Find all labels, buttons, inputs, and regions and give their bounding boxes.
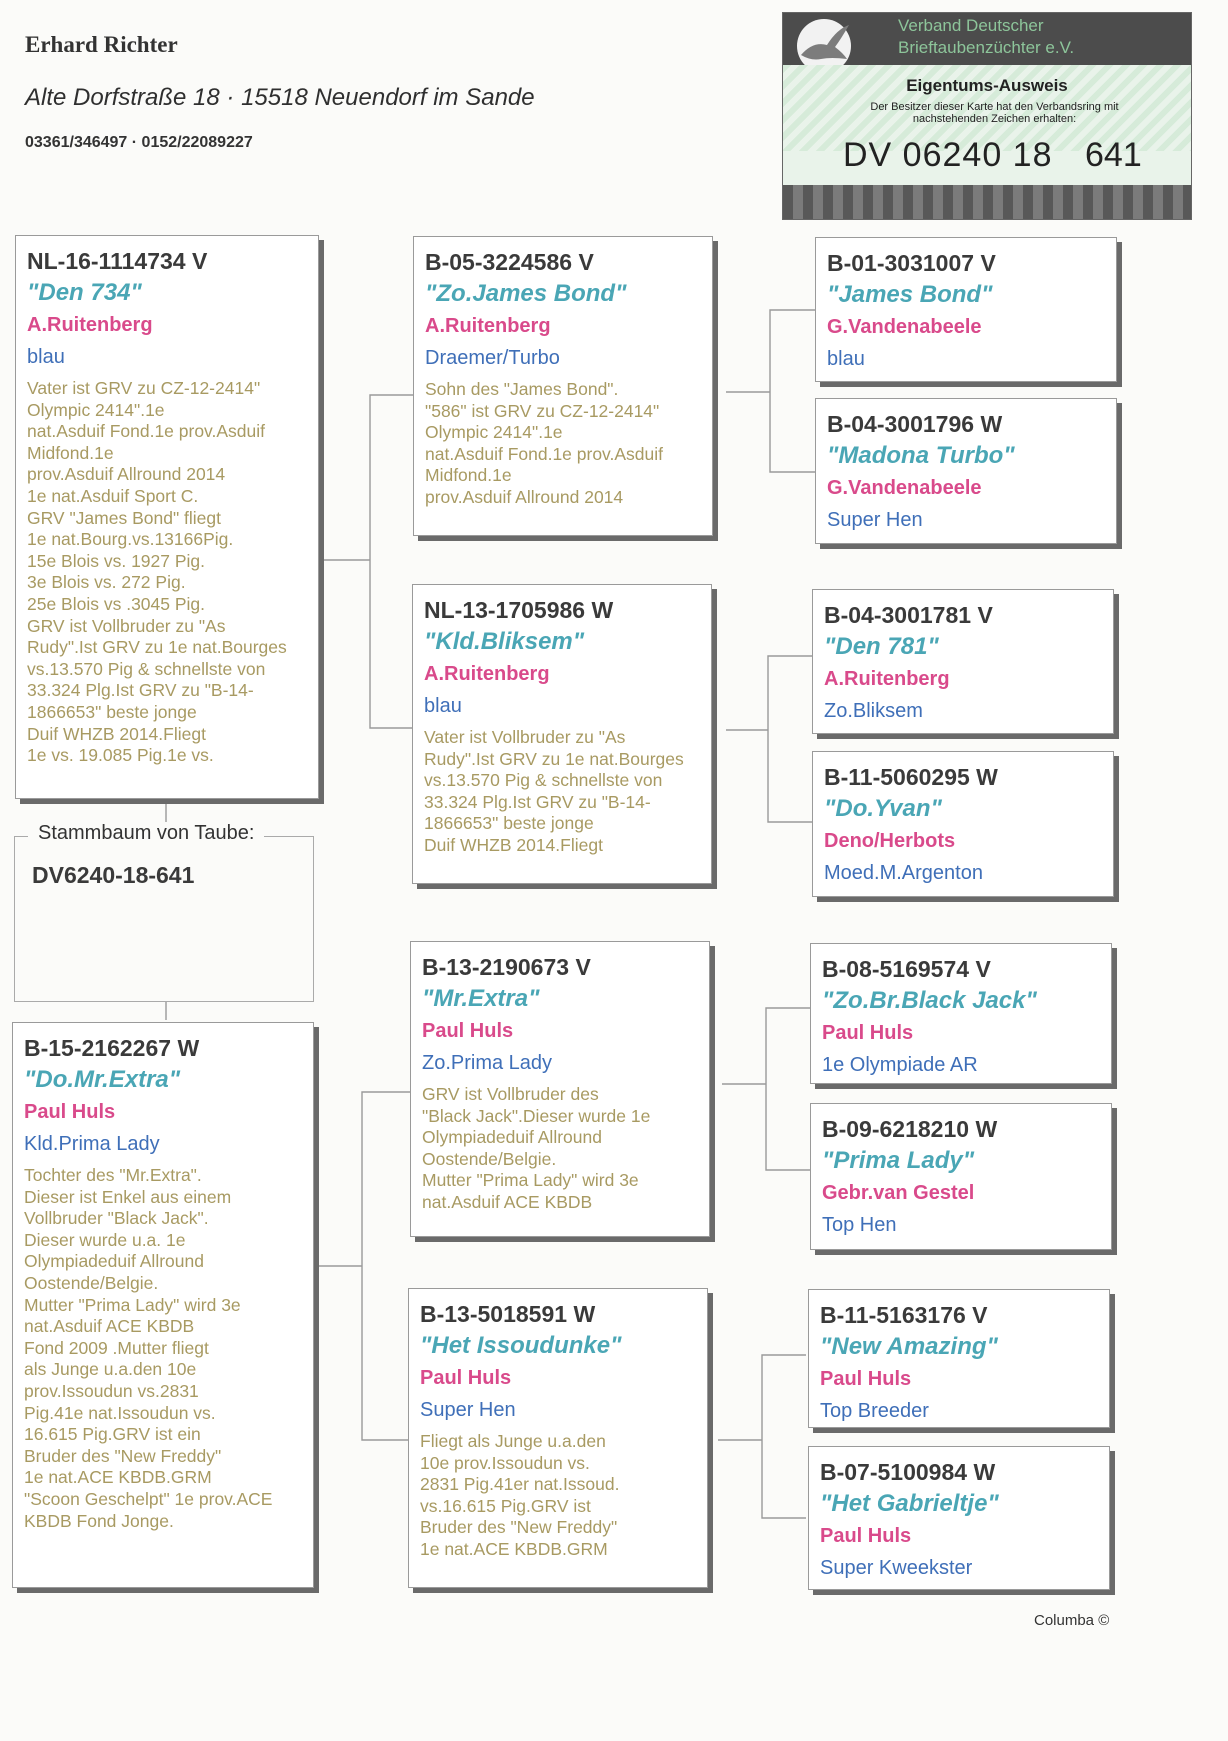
card-org-line2: Brieftaubenzüchter e.V. xyxy=(898,38,1075,57)
copyright: Columba © xyxy=(1034,1612,1110,1629)
gp3-connector xyxy=(722,1008,810,1170)
stammbaum-ring: DV6240-18-641 xyxy=(32,862,195,888)
grandparent-notes: Fliegt als Junge u.a.den 10e prov.Issoudun vs. 2831 Pig.41er nat.Issoud. vs.16.615 Pig.GRV ist Bruder des "New Freddy" 1e nat.ACE KBDB.GRM xyxy=(420,1431,620,1559)
great-grandparent-ring: B-11-5060295 W xyxy=(824,764,998,790)
grandparent-color: Draemer/Turbo xyxy=(425,347,560,369)
great-grandparent-color: Top Hen xyxy=(822,1214,897,1236)
grandparent-box xyxy=(412,584,712,884)
great-grandparent-breeder: Gebr.van Gestel xyxy=(822,1182,975,1204)
grandparent-box xyxy=(408,1288,708,1588)
grandparent-color: Zo.Prima Lady xyxy=(422,1052,553,1074)
great-grandparent-box xyxy=(812,751,1114,897)
great-grandparent-name: "Madona Turbo" xyxy=(827,442,1015,469)
great-grandparent-color: 1e Olympiade AR xyxy=(822,1054,978,1076)
great-grandparent-breeder: G.Vandenabeele xyxy=(827,477,982,499)
card-ring-number: 641 xyxy=(1085,136,1142,174)
great-grandparent-color: Top Breeder xyxy=(820,1400,929,1422)
grandparent-ring: B-13-5018591 W xyxy=(420,1301,596,1327)
card-title: Eigentums-Ausweis xyxy=(906,76,1068,95)
great-grandparent-breeder: Paul Huls xyxy=(820,1368,912,1390)
gp2-connector xyxy=(726,656,812,822)
gp4-connector xyxy=(718,1355,806,1518)
great-grandparent-ring: B-07-5100984 W xyxy=(820,1459,996,1485)
great-grandparent-name: "Zo.Br.Black Jack" xyxy=(822,987,1037,1014)
dam-ring: B-15-2162267 W xyxy=(24,1035,200,1061)
great-grandparent-box xyxy=(810,943,1112,1084)
dam-notes: Tochter des "Mr.Extra". Dieser ist Enkel aus einem Vollbruder "Black Jack". Dieser wurde u.a. 1e Olympiadeduif Allround Oostende/Belgie. Mutter "Prima Lady" wird 3e nat.Asduif ACE KBDB Fond 2009 .Mutter fliegt als Junge u.a.den 10e prov.Issoudun vs.2831 Pig.41e nat.Issoudun vs. 16.615 Pig.GRV ist ein Bruder des "New Freddy" 1e nat.ACE KBDB.GRM "Scoon Geschelpt" 1e prov.ACE KBDB Fond Jonge. xyxy=(24,1165,273,1531)
dam-connector xyxy=(314,1092,412,1440)
grandparent-name: "Kld.Bliksem" xyxy=(424,628,585,655)
dam-box xyxy=(12,1022,314,1588)
great-grandparent-name: "Het Gabrieltje" xyxy=(820,1490,999,1517)
dam-color: Kld.Prima Lady xyxy=(24,1133,160,1155)
great-grandparent-ring: B-09-6218210 W xyxy=(822,1116,998,1142)
great-grandparent-breeder: Paul Huls xyxy=(820,1525,912,1547)
great-grandparent-name: "Den 781" xyxy=(824,633,939,660)
grandparent-notes: GRV ist Vollbruder des "Black Jack".Dieser wurde 1e Olympiadeduif Allround Oostende/Belgie. Mutter "Prima Lady" wird 3e nat.Asduif ACE KBDB xyxy=(422,1084,651,1212)
owner-name: Erhard Richter xyxy=(25,32,178,57)
great-grandparent-color: Moed.M.Argenton xyxy=(824,862,983,884)
grandparent-breeder: A.Ruitenberg xyxy=(425,315,551,337)
great-grandparent-name: "Prima Lady" xyxy=(822,1147,975,1174)
grandparent-color: Super Hen xyxy=(420,1399,516,1421)
grandparent-ring: B-05-3224586 V xyxy=(425,249,594,275)
great-grandparent-box xyxy=(808,1289,1110,1428)
grandparent-breeder: Paul Huls xyxy=(422,1020,514,1042)
great-grandparent-breeder: Deno/Herbots xyxy=(824,830,956,852)
grandparent-box xyxy=(410,941,710,1237)
grandparent-name: "Het Issoudunke" xyxy=(420,1332,622,1359)
card-subtitle: Der Besitzer dieser Karte hat den Verbandsring mit nachstehenden Zeichen erhalten: xyxy=(870,101,1119,125)
owner-address: Alte Dorfstraße 18 · 15518 Neuendorf im Sande xyxy=(25,84,535,111)
grandparent-ring: NL-13-1705986 W xyxy=(424,597,614,623)
card-org-line1: Verband Deutscher xyxy=(898,16,1044,35)
great-grandparent-name: "Do.Yvan" xyxy=(824,795,942,822)
sire-ring: NL-16-1114734 V xyxy=(27,248,208,274)
great-grandparent-color: Zo.Bliksem xyxy=(824,700,923,722)
great-grandparent-breeder: G.Vandenabeele xyxy=(827,316,982,338)
great-grandparent-name: "James Bond" xyxy=(827,281,993,308)
sire-color: blau xyxy=(27,346,65,368)
great-grandparent-breeder: Paul Huls xyxy=(822,1022,914,1044)
grandparent-notes: Sohn des "James Bond". "586" ist GRV zu CZ-12-2414" Olympic 2414".1e nat.Asduif Fond.1e prov.Asduif Midfond.1e prov.Asduif Allround 2014 xyxy=(425,379,664,507)
sire-connector xyxy=(324,395,414,728)
stammbaum-label: Stammbaum von Taube: xyxy=(28,822,264,845)
great-grandparent-ring: B-04-3001781 V xyxy=(824,602,993,628)
great-grandparent-ring: B-04-3001796 W xyxy=(827,411,1003,437)
grandparent-ring: B-13-2190673 V xyxy=(422,954,591,980)
dam-breeder: Paul Huls xyxy=(24,1101,116,1123)
grandparent-color: blau xyxy=(424,695,462,717)
great-grandparent-name: "New Amazing" xyxy=(820,1333,998,1360)
stammbaum-box xyxy=(14,836,314,1002)
grandparent-name: "Mr.Extra" xyxy=(422,985,540,1012)
great-grandparent-box xyxy=(808,1446,1110,1590)
great-grandparent-color: blau xyxy=(827,348,865,370)
grandparent-name: "Zo.James Bond" xyxy=(425,280,627,307)
sire-box xyxy=(15,235,319,799)
great-grandparent-ring: B-11-5163176 V xyxy=(820,1302,988,1328)
great-grandparent-box xyxy=(810,1103,1112,1250)
great-grandparent-color: Super Hen xyxy=(827,509,923,531)
great-grandparent-ring: B-08-5169574 V xyxy=(822,956,991,982)
great-grandparent-ring: B-01-3031007 V xyxy=(827,250,996,276)
great-grandparent-color: Super Kweekster xyxy=(820,1557,973,1579)
grandparent-notes: Vater ist Vollbruder zu "As Rudy".Ist GRV zu 1e nat.Bourges vs.13.570 Pig & schnellste von 33.324 Plg.Ist GRV zu "B-14- 1866653" beste jonge Duif WHZB 2014.Fliegt xyxy=(424,727,684,855)
sire-name: "Den 734" xyxy=(27,279,142,306)
sire-notes: Vater ist GRV zu CZ-12-2414" Olympic 2414".1e nat.Asduif Fond.1e prov.Asduif Midfond.1e prov.Asduif Allround 2014 1e nat.Asduif Sport C. GRV "James Bond" fliegt 1e nat.Bourg.vs.13166Pig. 15e Blois vs. 1927 Pig. 3e Blois vs. 272 Pig. 25e Blois vs .3045 Pig. GRV ist Vollbruder zu "As Rudy".Ist GRV zu 1e nat.Bourges vs.13.570 Pig & schnellste von 33.324 Plg.Ist GRV zu "B-14- 1866653" beste jonge Duif WHZB 2014.Fliegt 1e vs. 19.085 Pig.1e vs. xyxy=(27,378,287,766)
great-grandparent-box xyxy=(812,589,1114,734)
grandparent-breeder: Paul Huls xyxy=(420,1367,512,1389)
grandparent-box xyxy=(413,236,713,536)
gp1-connector xyxy=(726,310,815,472)
dam-name: "Do.Mr.Extra" xyxy=(24,1066,181,1093)
great-grandparent-box xyxy=(815,237,1117,382)
card-ring: DV 06240 18 xyxy=(843,136,1053,174)
owner-phones: 03361/346497 · 0152/22089227 xyxy=(25,134,253,151)
great-grandparent-breeder: A.Ruitenberg xyxy=(824,668,950,690)
grandparent-breeder: A.Ruitenberg xyxy=(424,663,550,685)
sire-breeder: A.Ruitenberg xyxy=(27,314,153,336)
great-grandparent-box xyxy=(815,398,1117,544)
